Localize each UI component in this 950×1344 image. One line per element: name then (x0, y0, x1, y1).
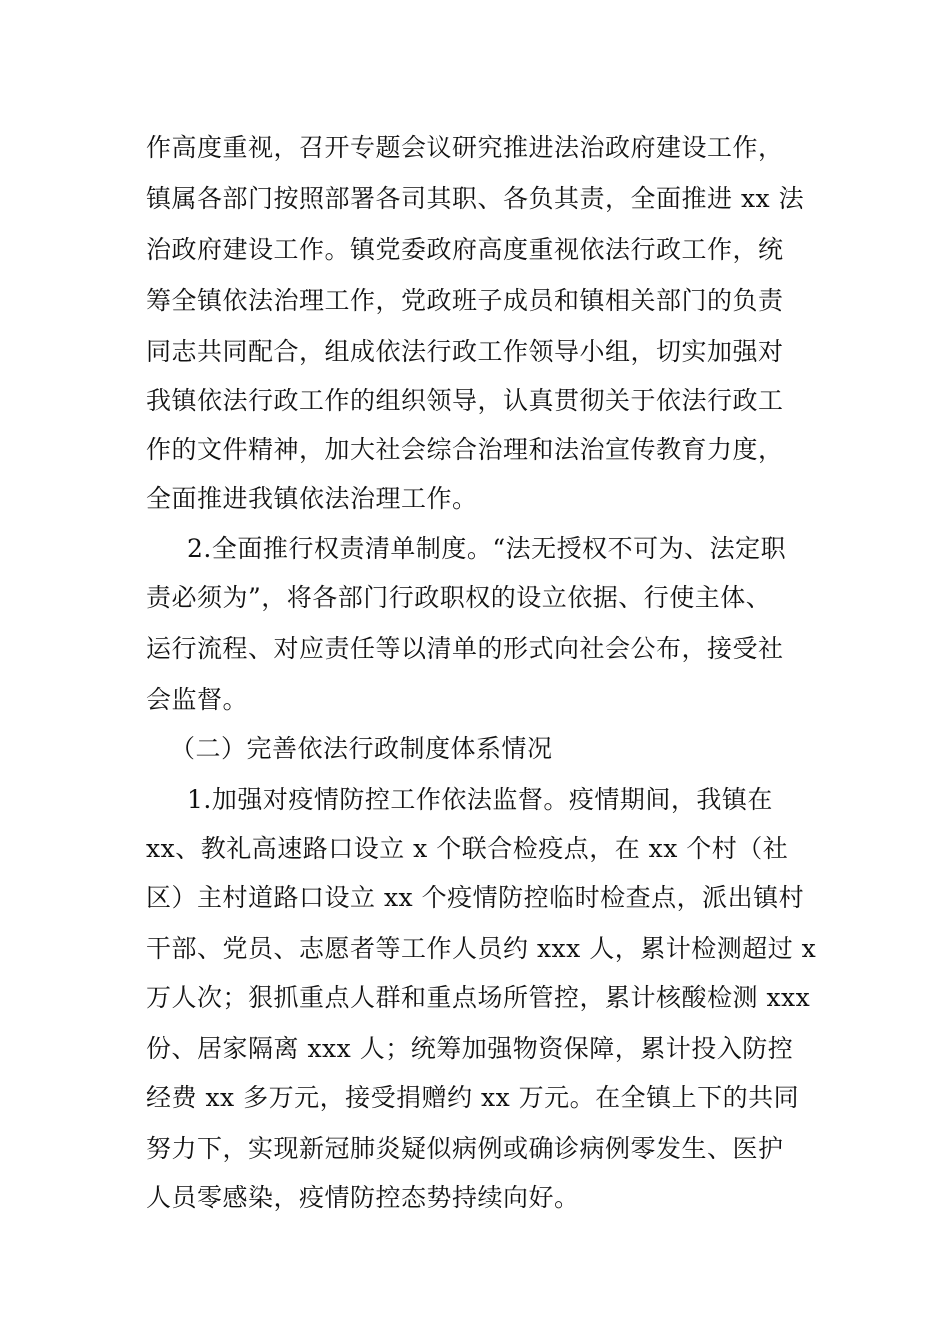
text-line: 干部、党员、志愿者等工作人员约 xxx 人，累计检测超过 x (146, 934, 817, 963)
text-line: 2.全面推行权责清单制度。“法无授权不可为、法定职 (187, 534, 787, 563)
text-line: 万人次；狠抓重点人群和重点场所管控，累计核酸检测 xxx (146, 983, 811, 1012)
text-line: 作高度重视，召开专题会议研究推进法治政府建设工作， (146, 133, 784, 162)
text-line: 责必须为”，将各部门行政职权的设立依据、行使主体、 (146, 583, 772, 612)
text-line: 筹全镇依法治理工作，党政班子成员和镇相关部门的负责 (146, 286, 784, 315)
text-line: 运行流程、对应责任等以清单的形式向社会公布，接受社 (146, 634, 784, 663)
text-line: xx、教礼高速路口设立 x 个联合检疫点，在 xx 个村（社 (146, 834, 789, 863)
text-line: 同志共同配合，组成依法行政工作领导小组，切实加强对 (146, 337, 784, 366)
text-line: 会监督。 (146, 685, 249, 714)
text-line: 区）主村道路口设立 xx 个疫情防控临时检查点，派出镇村 (146, 883, 805, 912)
text-line: 作的文件精神，加大社会综合治理和法治宣传教育力度， (146, 435, 784, 464)
text-line: 治政府建设工作。镇党委政府高度重视依法行政工作，统 (146, 235, 784, 264)
text-line: 我镇依法行政工作的组织领导，认真贯彻关于依法行政工 (146, 386, 784, 415)
text-line: 1.加强对疫情防控工作依法监督。疫情期间，我镇在 (187, 785, 773, 814)
section-heading: （二）完善依法行政制度体系情况 (170, 734, 553, 763)
text-line: 经费 xx 多万元，接受捐赠约 xx 万元。在全镇上下的共同 (146, 1083, 800, 1112)
text-line: 镇属各部门按照部署各司其职、各负其责，全面推进 xx 法 (146, 184, 805, 213)
text-line: 全面推进我镇依法治理工作。 (146, 484, 478, 513)
text-line: 人员零感染，疫情防控态势持续向好。 (146, 1183, 580, 1212)
text-line: 份、居家隔离 xxx 人；统筹加强物资保障，累计投入防控 (146, 1034, 794, 1063)
text-line: 努力下，实现新冠肺炎疑似病例或确诊病例零发生、医护 (146, 1134, 784, 1163)
